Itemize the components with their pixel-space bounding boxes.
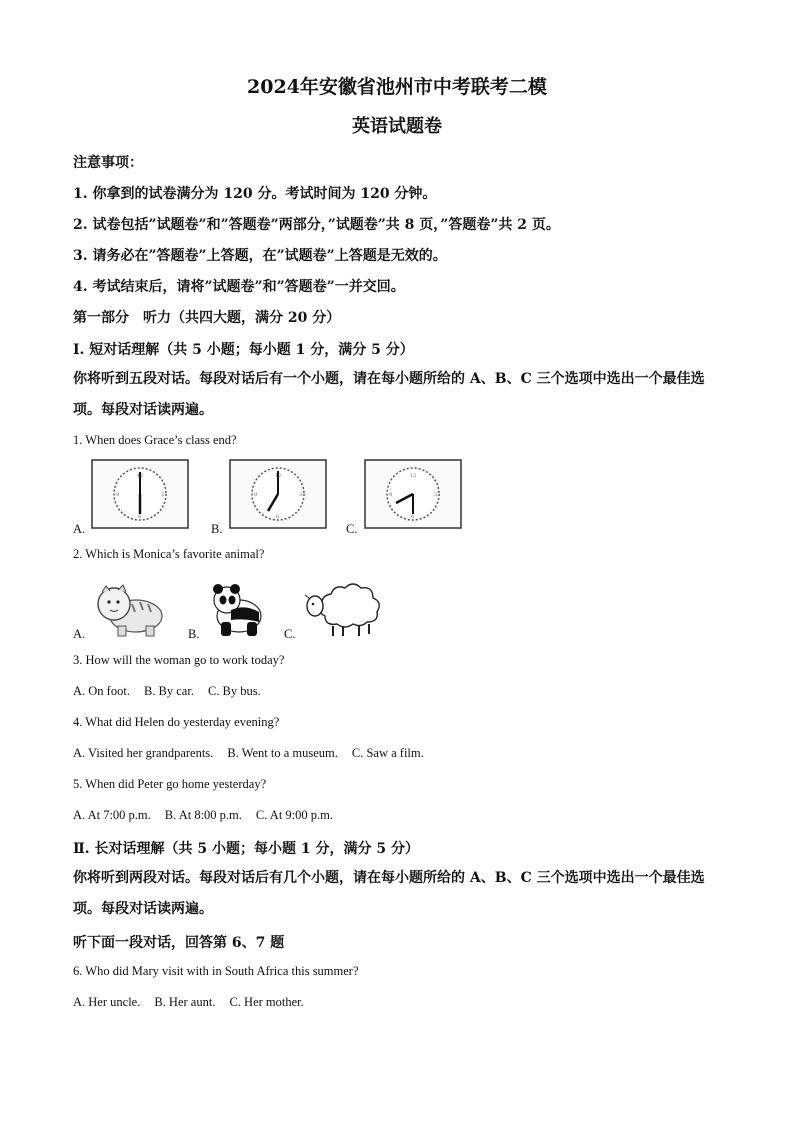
q5-text: 5. When did Peter go home yesterday? xyxy=(73,777,267,791)
notice-item-3: 3. 请务必在”答题卷”上答题，在”试题卷”上答题是无效的。 xyxy=(73,248,447,264)
q1-label-a: A. xyxy=(73,522,86,536)
q2-label-a: A. xyxy=(73,627,86,641)
tiger-image xyxy=(88,578,168,640)
section2-instruction: 你将听到两段对话。每段对话后有几个小题，请在每小题所给的 A、B、C 三个选项中选出一个最佳选项。每段对话读两遍。 xyxy=(73,870,705,917)
q2-text: 2. Which is Monica’s favorite animal? xyxy=(73,547,265,561)
q4-option-b: B. Went to a museum. xyxy=(227,746,338,760)
q5-option-a: A. At 7:00 p.m. xyxy=(73,808,151,822)
exam-title: 2024年安徽省池州市中考联考二模 xyxy=(247,76,547,98)
q6-options xyxy=(73,995,318,1010)
q4-text: 4. What did Helen do yesterday evening? xyxy=(73,715,280,729)
section1-instruction: 你将听到五段对话。每段对话后有一个小题，请在每小题所给的 A、B、C 三个选项中选出一个最佳选项。每段对话读两遍。 xyxy=(73,371,705,418)
q2-label-b: B. xyxy=(188,627,200,641)
q5-option-c: C. At 9:00 p.m. xyxy=(255,808,333,822)
svg-text:3: 3 xyxy=(299,492,303,498)
svg-text:6: 6 xyxy=(276,514,280,520)
q4-option-c: C. Saw a film. xyxy=(351,746,424,760)
q5-options xyxy=(73,808,347,823)
q5-option-b: B. At 8:00 p.m. xyxy=(164,808,242,822)
notice-item-2: 2. 试卷包括”试题卷”和”答题卷”两部分，”试题卷”共 8 页，”答题卷”共 2 页。 xyxy=(73,217,560,233)
svg-text:3: 3 xyxy=(161,492,165,498)
q3-option-b: B. By car. xyxy=(143,684,194,698)
svg-text:9: 9 xyxy=(254,492,258,498)
q1-label-b: B. xyxy=(211,522,223,536)
clock-b-image xyxy=(228,458,328,530)
svg-text:12: 12 xyxy=(275,473,282,479)
clock-c-image xyxy=(363,458,463,530)
q3-option-a: A. On foot. xyxy=(73,684,130,698)
notice-heading: 注意事项： xyxy=(73,155,143,171)
section2-heading: Ⅱ. 长对话理解（共 5 小题；每小题 1 分，满分 5 分） xyxy=(73,841,420,857)
panda-image xyxy=(205,580,267,640)
svg-text:12: 12 xyxy=(410,473,417,479)
section2-sub-instruction: 听下面一段对话，回答第 6、7 题 xyxy=(73,935,285,951)
q1-text: 1. When does Grace’s class end? xyxy=(73,433,237,447)
sheep-image xyxy=(303,580,389,640)
q6-option-a: A. Her uncle. xyxy=(73,995,141,1009)
svg-text:3: 3 xyxy=(434,492,438,498)
notice-item-1: 1. 你拿到的试卷满分为 120 分。考试时间为 120 分钟。 xyxy=(73,186,437,202)
q1-label-c: C. xyxy=(346,522,358,536)
q6-text: 6. Who did Mary visit with in South Africa this summer? xyxy=(73,964,359,978)
clock-a-image xyxy=(90,458,190,530)
svg-text:6: 6 xyxy=(138,514,142,520)
q3-option-c: C. By bus. xyxy=(207,684,261,698)
q3-options xyxy=(73,684,275,699)
notice-item-4: 4. 考试结束后，请将”试题卷”和”答题卷”一并交回。 xyxy=(73,279,405,295)
q3-text: 3. How will the woman go to work today? xyxy=(73,653,285,667)
svg-text:12: 12 xyxy=(137,473,144,479)
svg-text:6: 6 xyxy=(411,514,415,520)
part1-heading: 第一部分 听力（共四大题，满分 20 分） xyxy=(73,310,341,326)
section1-heading: Ⅰ. 短对话理解（共 5 小题；每小题 1 分，满分 5 分） xyxy=(73,342,414,358)
q4-options xyxy=(73,746,438,761)
q6-option-c: C. Her mother. xyxy=(229,995,304,1009)
svg-text:9: 9 xyxy=(116,492,120,498)
q2-label-c: C. xyxy=(284,627,296,641)
svg-text:9: 9 xyxy=(389,492,393,498)
exam-subtitle: 英语试题卷 xyxy=(352,116,442,137)
q4-option-a: A. Visited her grandparents. xyxy=(73,746,214,760)
q6-option-b: B. Her aunt. xyxy=(154,995,216,1009)
